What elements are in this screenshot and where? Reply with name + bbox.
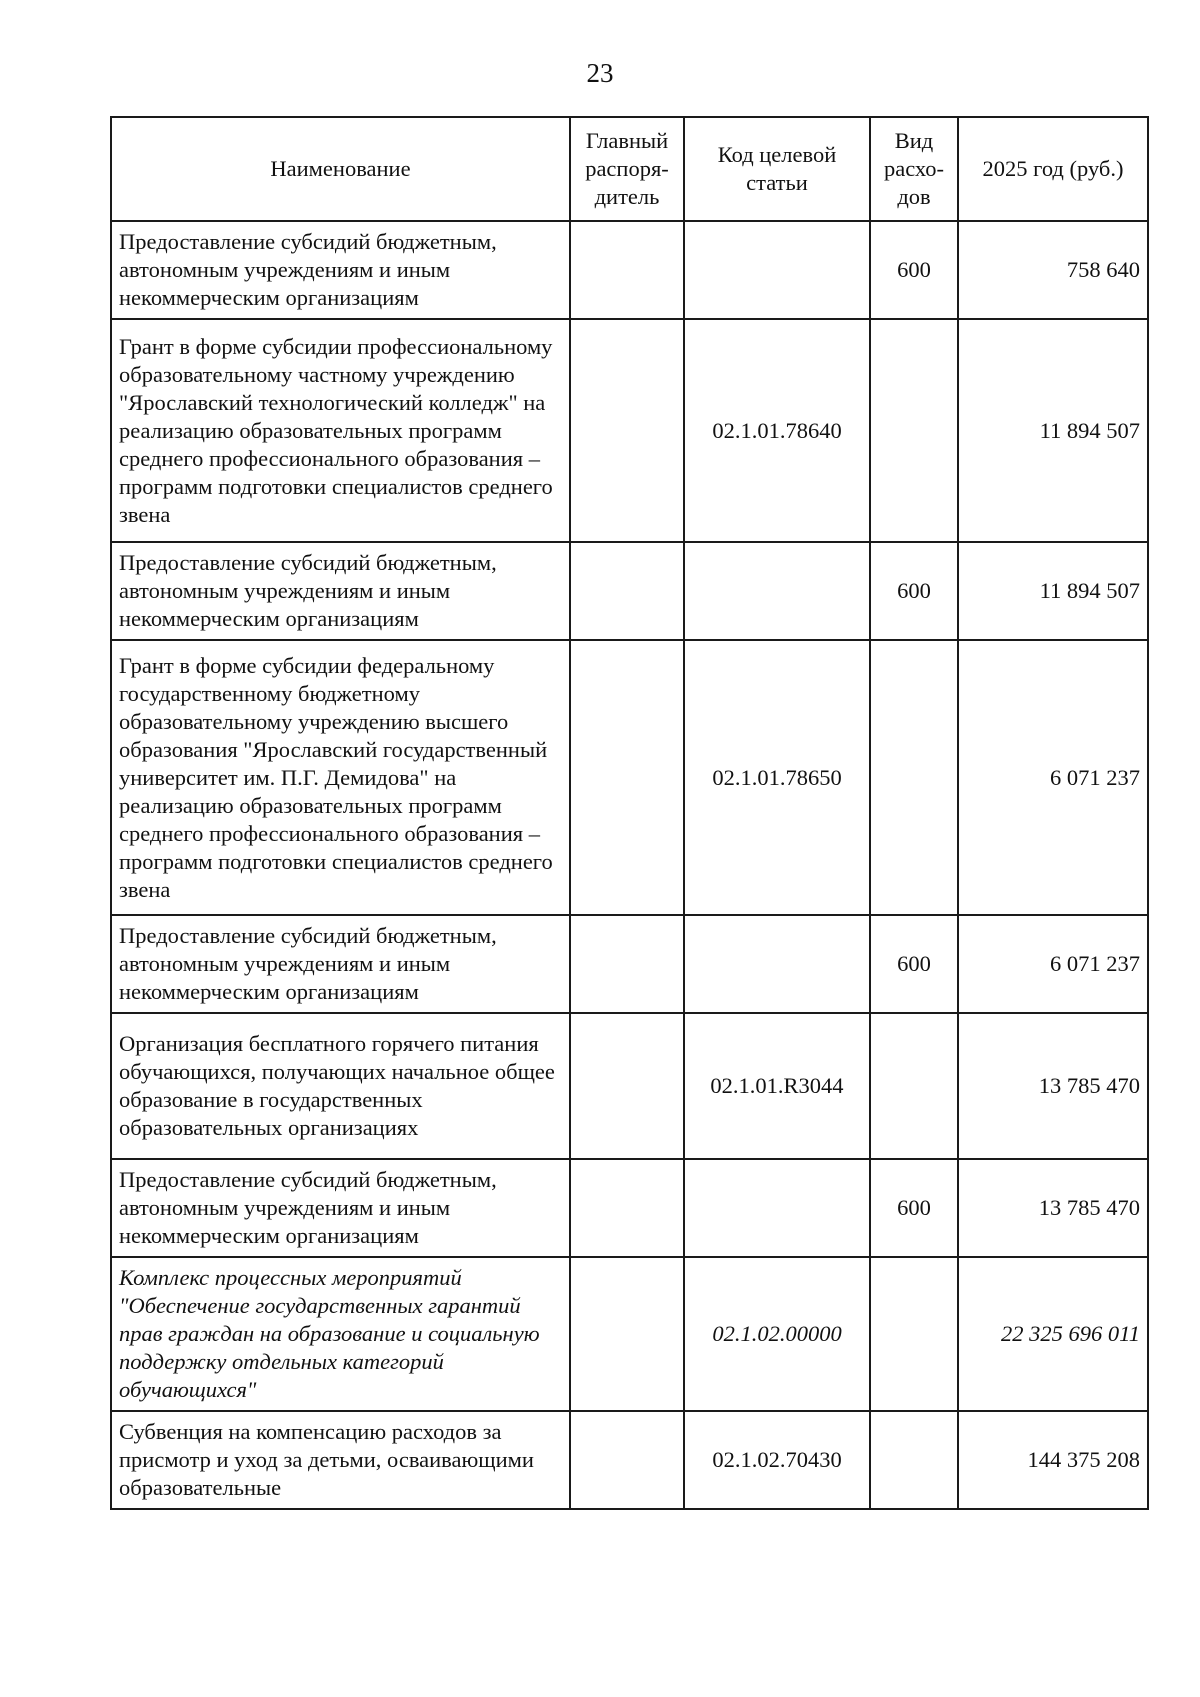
- cell-admin: [570, 1013, 684, 1159]
- cell-type: 600: [870, 542, 958, 640]
- cell-admin: [570, 1411, 684, 1509]
- cell-name: Субвенция на компенсацию расходов за присмотр и уход за детьми, осваивающими образовательные: [111, 1411, 570, 1509]
- table-row: [111, 221, 1148, 319]
- cell-name: Предоставление субсидий бюджетным, автономным учреждениям и иным некоммерческим организациям: [111, 915, 570, 1013]
- cell-name: Комплекс процессных мероприятий "Обеспечение государственных гарантий прав граждан на образование и социальную поддержку отдельных категорий обучающихся": [111, 1257, 570, 1411]
- cell-name: Предоставление субсидий бюджетным, автономным учреждениям и иным некоммерческим организациям: [111, 1159, 570, 1257]
- cell-amount: 6 071 237: [958, 915, 1148, 1013]
- cell-code: [684, 542, 870, 640]
- header-amount: 2025 год (руб.): [958, 117, 1148, 221]
- cell-type: [870, 1013, 958, 1159]
- cell-type: [870, 1411, 958, 1509]
- cell-admin: [570, 915, 684, 1013]
- cell-admin: [570, 319, 684, 542]
- cell-code: [684, 915, 870, 1013]
- table-row: [111, 319, 1148, 542]
- cell-amount: 758 640: [958, 221, 1148, 319]
- cell-amount: 13 785 470: [958, 1013, 1148, 1159]
- table-row: [111, 1257, 1148, 1411]
- cell-code: 02.1.02.00000: [684, 1257, 870, 1411]
- cell-amount: 11 894 507: [958, 542, 1148, 640]
- table-row: [111, 1013, 1148, 1159]
- table-row: [111, 1411, 1148, 1509]
- budget-table: [110, 116, 1149, 1510]
- table-header-row: [111, 117, 1148, 221]
- table-row: [111, 915, 1148, 1013]
- cell-name: Предоставление субсидий бюджетным, автономным учреждениям и иным некоммерческим организациям: [111, 542, 570, 640]
- table-row: [111, 640, 1148, 915]
- cell-admin: [570, 1159, 684, 1257]
- cell-amount: 6 071 237: [958, 640, 1148, 915]
- header-admin: Главный распоря-дитель: [570, 117, 684, 221]
- cell-name: Предоставление субсидий бюджетным, автономным учреждениям и иным некоммерческим организациям: [111, 221, 570, 319]
- cell-name: Организация бесплатного горячего питания обучающихся, получающих начальное общее образование в государственных образовательных организациях: [111, 1013, 570, 1159]
- cell-type: [870, 319, 958, 542]
- cell-code: 02.1.02.70430: [684, 1411, 870, 1509]
- header-type: Вид расхо-дов: [870, 117, 958, 221]
- cell-code: 02.1.01.78640: [684, 319, 870, 542]
- cell-amount: 144 375 208: [958, 1411, 1148, 1509]
- cell-admin: [570, 640, 684, 915]
- cell-admin: [570, 542, 684, 640]
- header-code: Код целевой статьи: [684, 117, 870, 221]
- header-name: Наименование: [111, 117, 570, 221]
- cell-name: Грант в форме субсидии профессиональному образовательному частному учреждению "Ярославский технологический колледж" на реализацию образовательных программ среднего профессионального образования – программ подготовки специалистов среднего звена: [111, 319, 570, 542]
- cell-code: [684, 1159, 870, 1257]
- cell-amount: 11 894 507: [958, 319, 1148, 542]
- cell-code: 02.1.01.78650: [684, 640, 870, 915]
- cell-name: Грант в форме субсидии федеральному государственному бюджетному образовательному учреждению высшего образования "Ярославский государственный университет им. П.Г. Демидова" на реализацию образовательных программ среднего профессионального образования – программ подготовки специалистов среднего звена: [111, 640, 570, 915]
- cell-amount: 13 785 470: [958, 1159, 1148, 1257]
- cell-type: 600: [870, 1159, 958, 1257]
- cell-type: 600: [870, 915, 958, 1013]
- cell-type: [870, 1257, 958, 1411]
- table-row: [111, 1159, 1148, 1257]
- cell-type: [870, 640, 958, 915]
- cell-type: 600: [870, 221, 958, 319]
- cell-code: 02.1.01.R3044: [684, 1013, 870, 1159]
- cell-admin: [570, 1257, 684, 1411]
- cell-amount: 22 325 696 011: [958, 1257, 1148, 1411]
- cell-admin: [570, 221, 684, 319]
- table-row: [111, 542, 1148, 640]
- cell-code: [684, 221, 870, 319]
- page-number: 23: [586, 58, 614, 88]
